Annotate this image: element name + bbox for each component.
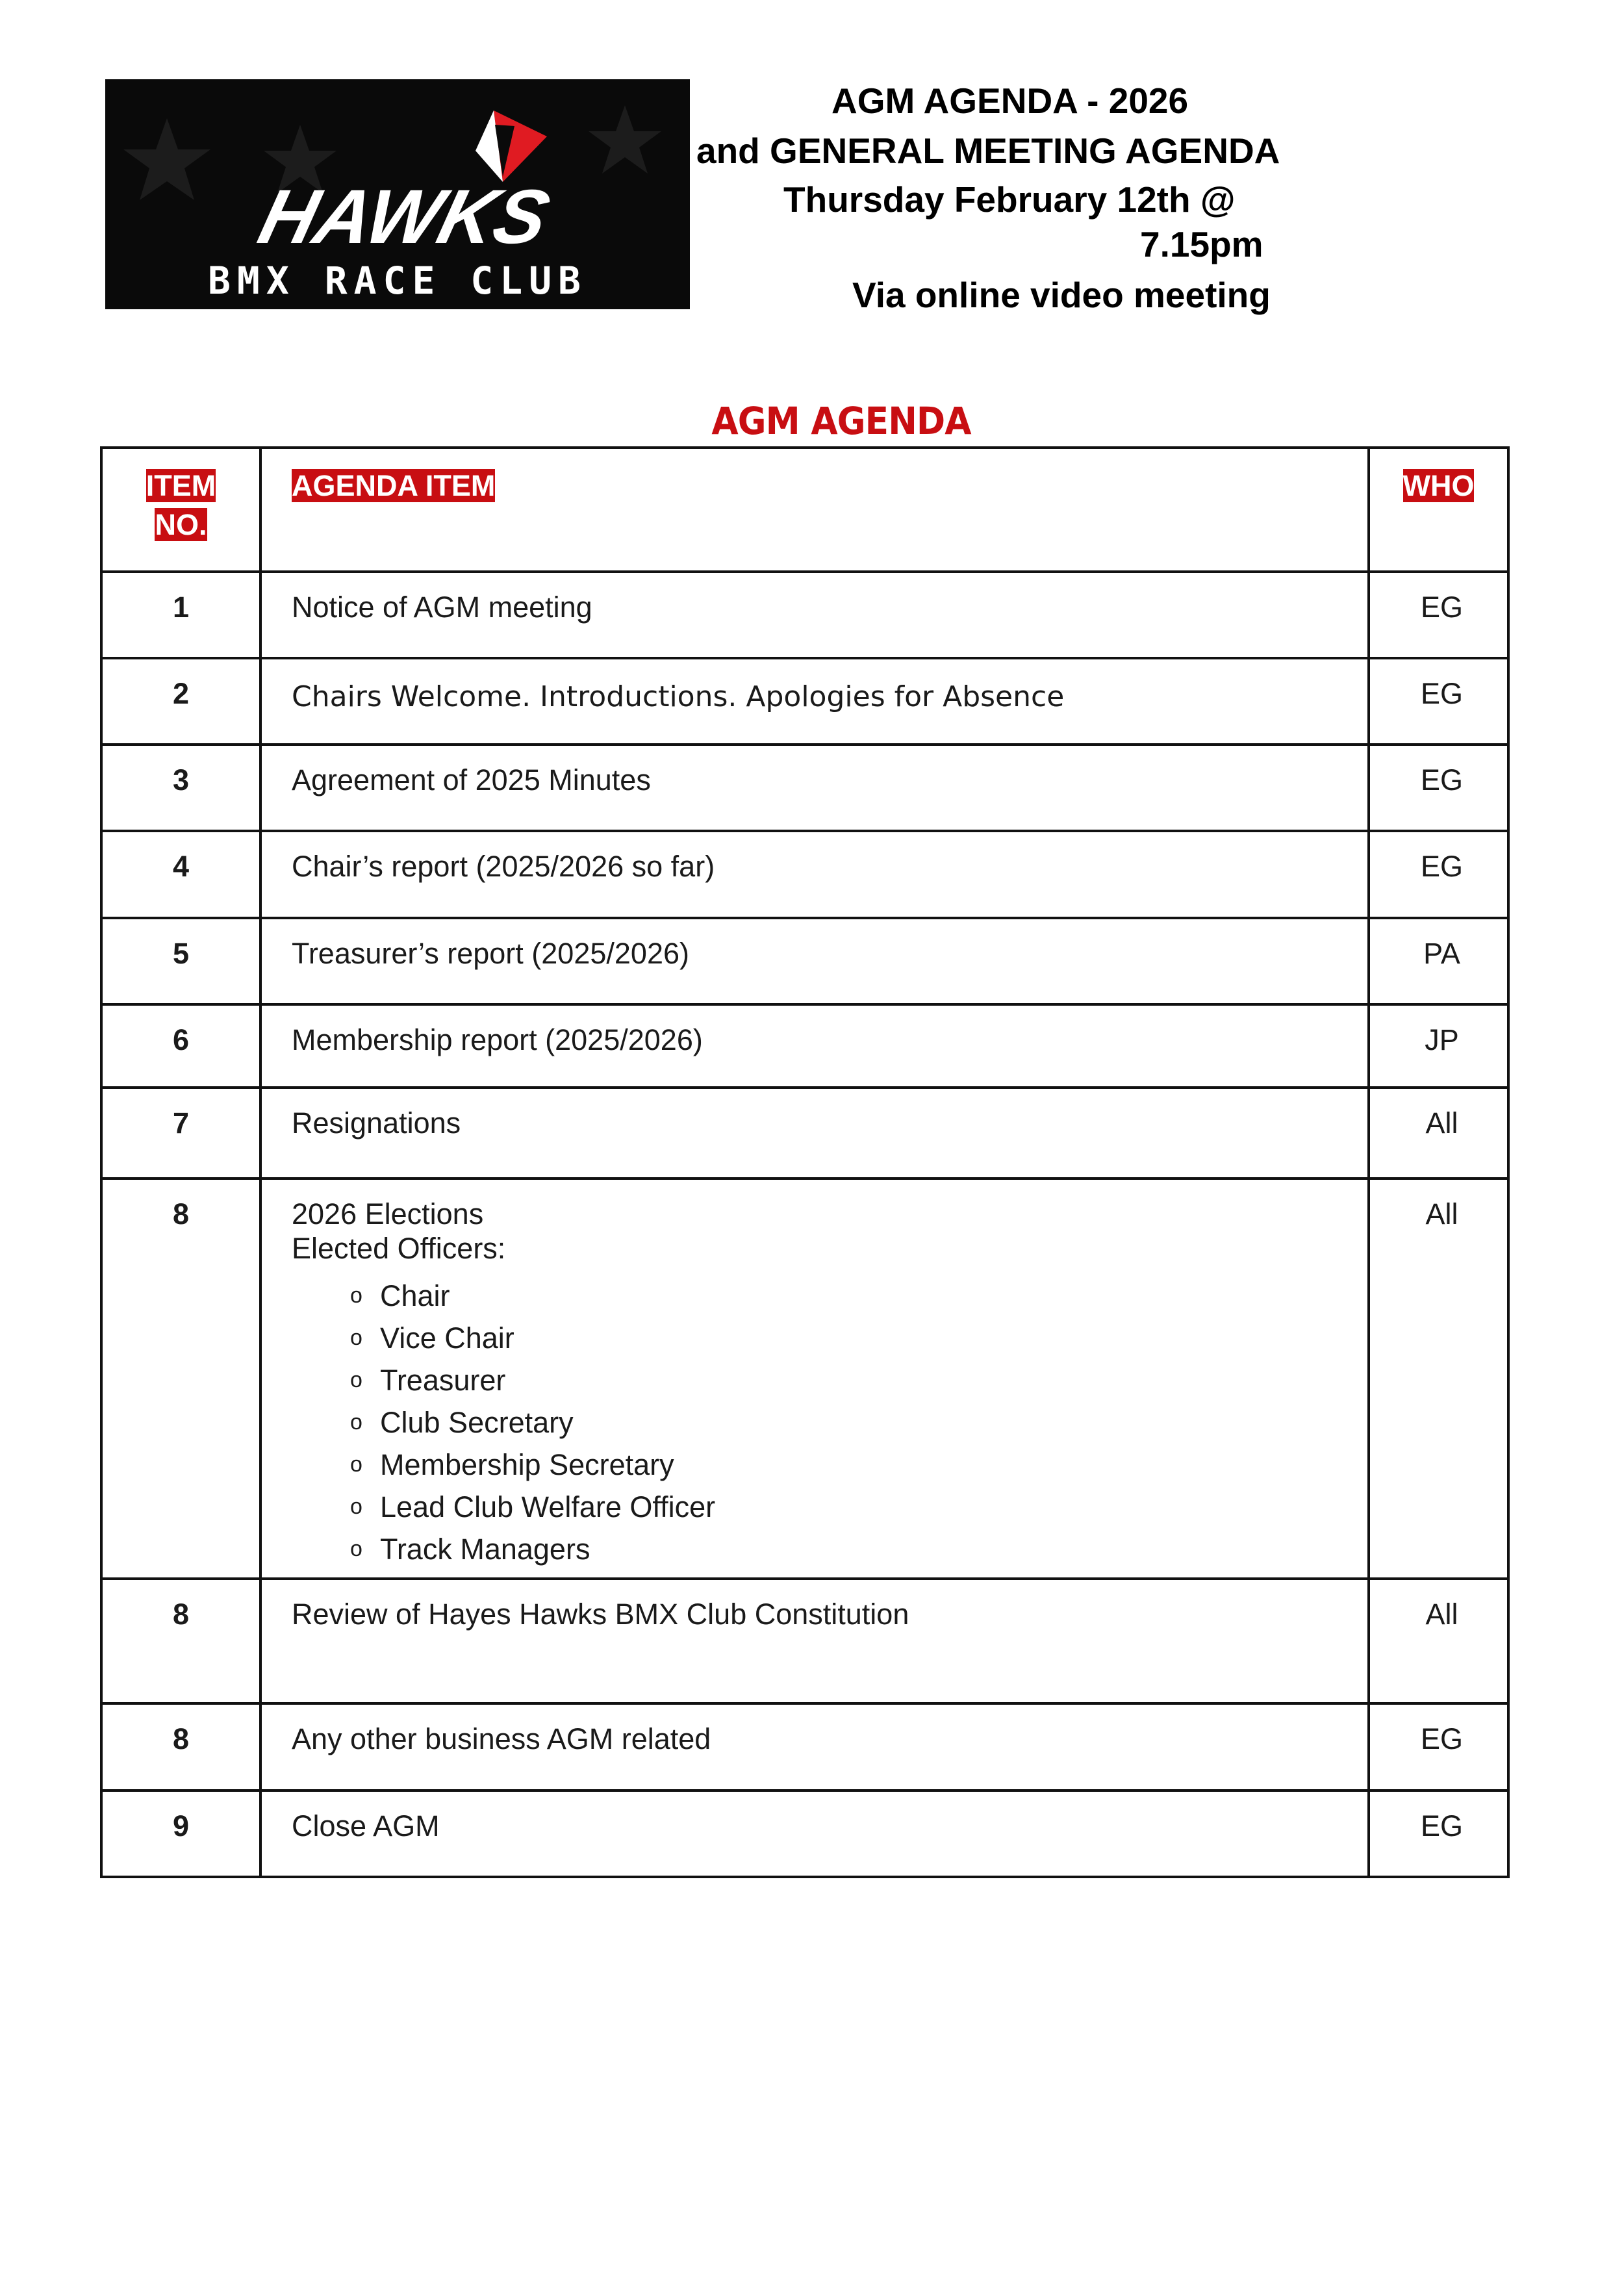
heading-title: AGM AGENDA - 2026 [831, 81, 1189, 121]
row-who: PA [1369, 918, 1508, 1004]
heading-venue: Via online video meeting [852, 275, 1271, 315]
row-who: EG [1369, 572, 1508, 658]
bullet-icon: o [350, 1452, 362, 1477]
list-item [350, 1275, 1367, 1317]
row-who: EG [1369, 831, 1508, 918]
table-header-row [101, 448, 1508, 572]
row-who: EG [1369, 1791, 1508, 1877]
agenda-table [100, 446, 1510, 1878]
officer-list [292, 1275, 1367, 1570]
row-item: Close AGM [260, 1791, 1369, 1877]
elected-officers-label: Elected Officers: [292, 1232, 506, 1265]
bullet-icon: o [350, 1283, 362, 1308]
heading-subtitle: and GENERAL MEETING AGENDA [696, 131, 1280, 171]
table-row [101, 1004, 1508, 1088]
row-item: Notice of AGM meeting [260, 572, 1369, 658]
row-who: All [1369, 1088, 1508, 1179]
table-row [101, 1703, 1508, 1791]
row-item: Resignations [260, 1088, 1369, 1179]
officer-name: Track Managers [380, 1533, 590, 1566]
list-item [350, 1528, 1367, 1570]
list-item [350, 1359, 1367, 1401]
officer-name: Membership Secretary [380, 1448, 674, 1481]
row-number: 7 [101, 1088, 260, 1179]
bullet-icon: o [350, 1494, 362, 1519]
bullet-icon: o [350, 1325, 362, 1350]
table-row [101, 1088, 1508, 1179]
officer-name: Vice Chair [380, 1321, 514, 1355]
row-item: Any other business AGM related [260, 1703, 1369, 1791]
logo-tagline: BMX RACE CLUB [208, 259, 587, 303]
row-item: Review of Hayes Hawks BMX Club Constitution [260, 1579, 1369, 1703]
table-row [101, 572, 1508, 658]
header-who [1369, 448, 1508, 572]
list-item [350, 1486, 1367, 1528]
row-number: 1 [101, 572, 260, 658]
hawks-bmx-logo [105, 79, 690, 309]
row-number: 4 [101, 831, 260, 918]
row-who: EG [1369, 1703, 1508, 1791]
row-who: All [1369, 1579, 1508, 1703]
row-item: Membership report (2025/2026) [260, 1004, 1369, 1088]
row-number: 2 [101, 658, 260, 745]
list-item [350, 1401, 1367, 1444]
row-number: 8 [101, 1179, 260, 1579]
list-item [350, 1444, 1367, 1486]
row-item: Chair’s report (2025/2026 so far) [260, 831, 1369, 918]
row-who: JP [1369, 1004, 1508, 1088]
row-number: 9 [101, 1791, 260, 1877]
table-row [101, 745, 1508, 831]
officer-name: Chair [380, 1279, 450, 1312]
bullet-icon: o [350, 1536, 362, 1561]
bullet-icon: o [350, 1368, 362, 1392]
header-agenda-item [260, 448, 1369, 572]
row-number: 5 [101, 918, 260, 1004]
table-row [101, 918, 1508, 1004]
row-item-elections [260, 1179, 1369, 1579]
table-row [101, 658, 1508, 745]
row-number: 8 [101, 1579, 260, 1703]
row-item: Agreement of 2025 Minutes [260, 745, 1369, 831]
table-row [101, 831, 1508, 918]
officer-name: Club Secretary [380, 1406, 574, 1439]
heading-date: Thursday February 12th @ [783, 179, 1236, 220]
row-who: EG [1369, 745, 1508, 831]
header-who-label: WHO [1402, 469, 1475, 502]
table-row [101, 1579, 1508, 1703]
header-no-label: NO. [155, 508, 207, 541]
list-item [350, 1317, 1367, 1359]
row-item: Treasurer’s report (2025/2026) [260, 918, 1369, 1004]
table-row-elections [101, 1179, 1508, 1579]
officer-name: Treasurer [380, 1364, 506, 1397]
row-number: 6 [101, 1004, 260, 1088]
header-agenda-label: AGENDA ITEM [292, 469, 496, 502]
officer-name: Lead Club Welfare Officer [380, 1490, 716, 1523]
row-who: All [1369, 1179, 1508, 1579]
bullet-icon: o [350, 1410, 362, 1434]
elections-title: 2026 Elections [292, 1197, 484, 1230]
logo-wordmark: HAWKS [251, 174, 558, 260]
row-number: 3 [101, 745, 260, 831]
row-who: EG [1369, 658, 1508, 745]
section-title: AGM AGENDA [711, 399, 971, 443]
header-item-no [101, 448, 260, 572]
row-item: Chairs Welcome. Introductions. Apologies for Absence [260, 658, 1369, 745]
heading-time: 7.15pm [1140, 224, 1263, 264]
table-row [101, 1791, 1508, 1877]
row-number: 8 [101, 1703, 260, 1791]
header-item-label: ITEM [146, 469, 216, 502]
